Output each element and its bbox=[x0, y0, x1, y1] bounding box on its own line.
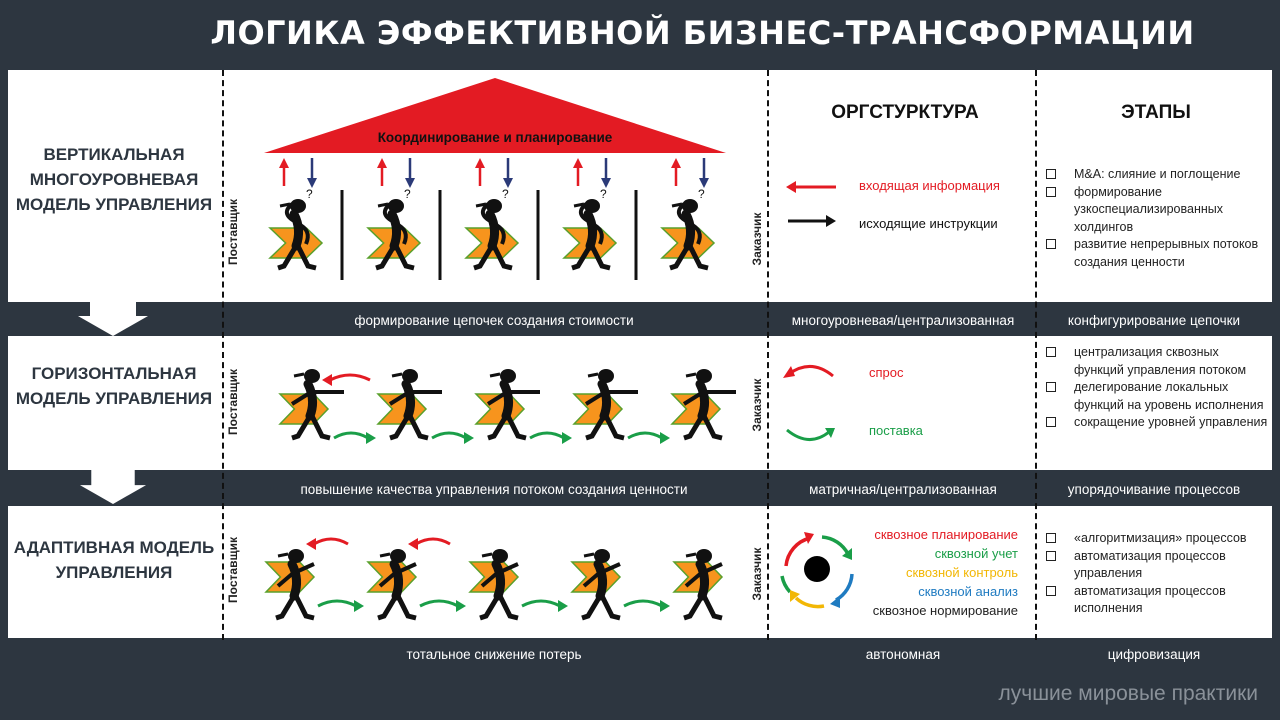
org-column-header: ОРГСТУРКТУРА bbox=[831, 102, 979, 123]
row1-summary: формирование цепочек создания стоимости bbox=[354, 313, 634, 328]
divider bbox=[1035, 70, 1037, 640]
flow-arrow-icon bbox=[432, 433, 466, 438]
row3-stage: цифровизация bbox=[1107, 647, 1201, 662]
demand-supply-arrows-icon bbox=[783, 360, 837, 450]
row2-summary: повышение качества управления потоком создания ценности bbox=[300, 482, 688, 497]
svg-text:?: ? bbox=[404, 187, 411, 201]
arrowhead-icon bbox=[671, 158, 681, 168]
arrowhead-icon bbox=[377, 158, 387, 168]
list-item: развитие непрерывных потоков создания ценности bbox=[1044, 236, 1270, 271]
arrowhead-icon bbox=[660, 600, 670, 612]
divider bbox=[767, 70, 769, 640]
vertical-team-illustration bbox=[260, 156, 730, 296]
arrowhead-icon bbox=[366, 432, 376, 444]
list-item: централизация сквозных функций управления потоком bbox=[1044, 344, 1270, 379]
row2-org-type: матричная/централизованная bbox=[809, 482, 997, 497]
supplier-label: Поставщик bbox=[226, 199, 240, 265]
row3-summary: тотальное снижение потерь bbox=[406, 647, 582, 662]
stages-column-header: ЭТАПЫ bbox=[1121, 102, 1191, 123]
arrowhead-icon bbox=[573, 158, 583, 168]
stages-list-vertical bbox=[1044, 166, 1270, 271]
svg-text:?: ? bbox=[698, 187, 705, 201]
list-item: автоматизация процессов управления bbox=[1044, 548, 1270, 583]
list-item: M&A: слияние и поглощение bbox=[1044, 166, 1270, 184]
list-item: делегирование локальных функций на уровень исполнения bbox=[1044, 379, 1270, 414]
flow-arrow-icon bbox=[318, 601, 356, 606]
arrowhead-icon bbox=[475, 158, 485, 168]
down-arrow-icon bbox=[78, 302, 148, 336]
flow-arrow-icon bbox=[330, 375, 370, 380]
cycle-norming-label: сквозное нормирование bbox=[872, 603, 1018, 618]
stages-list-horizontal bbox=[1044, 344, 1270, 432]
list-item: формирование узкоспециализированных холдингов bbox=[1044, 184, 1270, 237]
row2-stage: упорядочивание процессов bbox=[1067, 482, 1241, 497]
cycle-control-label: сквозной контроль bbox=[905, 565, 1018, 580]
footer-note: лучшие мировые практики bbox=[998, 682, 1258, 705]
arrowhead-icon bbox=[660, 432, 670, 444]
flow-arrow-icon bbox=[522, 601, 560, 606]
arrowhead-icon bbox=[558, 600, 568, 612]
customer-label: Заказчик bbox=[750, 212, 764, 266]
svg-text:?: ? bbox=[600, 187, 607, 201]
arrowhead-icon bbox=[562, 432, 572, 444]
adaptive-flow-illustration bbox=[260, 528, 740, 628]
down-arrow-icon bbox=[78, 470, 148, 504]
info-arrows-icon bbox=[786, 179, 838, 231]
list-item: автоматизация процессов исполнения bbox=[1044, 583, 1270, 618]
stages-list-adaptive bbox=[1044, 530, 1270, 618]
flow-arrow-icon bbox=[334, 433, 368, 438]
cycle-accounting-label: сквозной учет bbox=[934, 546, 1018, 561]
cycle-planning-label: сквозное планирование bbox=[874, 527, 1018, 542]
supplier-label: Поставщик bbox=[226, 537, 240, 603]
flow-arrow-icon bbox=[624, 601, 662, 606]
model-horizontal-label: ГОРИЗОНТАЛЬНАЯ МОДЕЛЬ УПРАВЛЕНИЯ bbox=[15, 364, 213, 408]
arrowhead-icon bbox=[456, 600, 466, 612]
customer-label: Заказчик bbox=[750, 378, 764, 432]
svg-text:?: ? bbox=[502, 187, 509, 201]
arrowhead-icon bbox=[464, 432, 474, 444]
arrowhead-icon bbox=[408, 538, 418, 550]
divider bbox=[222, 70, 224, 640]
cycle-analysis-label: сквозной анализ bbox=[918, 584, 1018, 599]
flow-arrow-icon bbox=[628, 433, 662, 438]
page-title: ЛОГИКА ЭФФЕКТИВНОЙ БИЗНЕС-ТРАНСФОРМАЦИИ bbox=[210, 14, 1195, 52]
arrowhead-icon bbox=[354, 600, 364, 612]
horizontal-flow-illustration bbox=[270, 358, 750, 458]
svg-text:?: ? bbox=[306, 187, 313, 201]
arrowhead-icon bbox=[279, 158, 289, 168]
row1-stage: конфигурирование цепочки bbox=[1067, 313, 1241, 328]
row1-org-type: многоуровневая/централизованная bbox=[791, 313, 1015, 328]
list-item: сокращение уровней управления bbox=[1044, 414, 1270, 432]
roof-label: Координирование и планирование bbox=[377, 130, 613, 145]
row3-org-type: автономная bbox=[865, 647, 941, 662]
supplier-label: Поставщик bbox=[226, 369, 240, 435]
customer-label: Заказчик bbox=[750, 547, 764, 601]
cycle-labels bbox=[780, 525, 1018, 620]
arrowhead-icon bbox=[306, 538, 316, 550]
model-adaptive-label: АДАПТИВНАЯ МОДЕЛЬ УПРАВЛЕНИЯ bbox=[13, 538, 215, 582]
flow-arrow-icon bbox=[314, 539, 348, 544]
supply-label: поставка bbox=[869, 423, 923, 438]
list-item: «алгоритмизация» процессов bbox=[1044, 530, 1270, 548]
outgoing-instructions-label: исходящие инструкции bbox=[859, 216, 998, 231]
flow-arrow-icon bbox=[420, 601, 458, 606]
model-vertical-label: ВЕРТИКАЛЬНАЯ МНОГОУРОВНЕВАЯ МОДЕЛЬ УПРАВЛЕНИЯ bbox=[15, 145, 213, 214]
demand-label: спрос bbox=[869, 365, 904, 380]
incoming-info-label: входящая информация bbox=[859, 178, 1000, 193]
arrowhead-icon bbox=[322, 374, 332, 386]
flow-arrow-icon bbox=[530, 433, 564, 438]
flow-arrow-icon bbox=[416, 539, 450, 544]
